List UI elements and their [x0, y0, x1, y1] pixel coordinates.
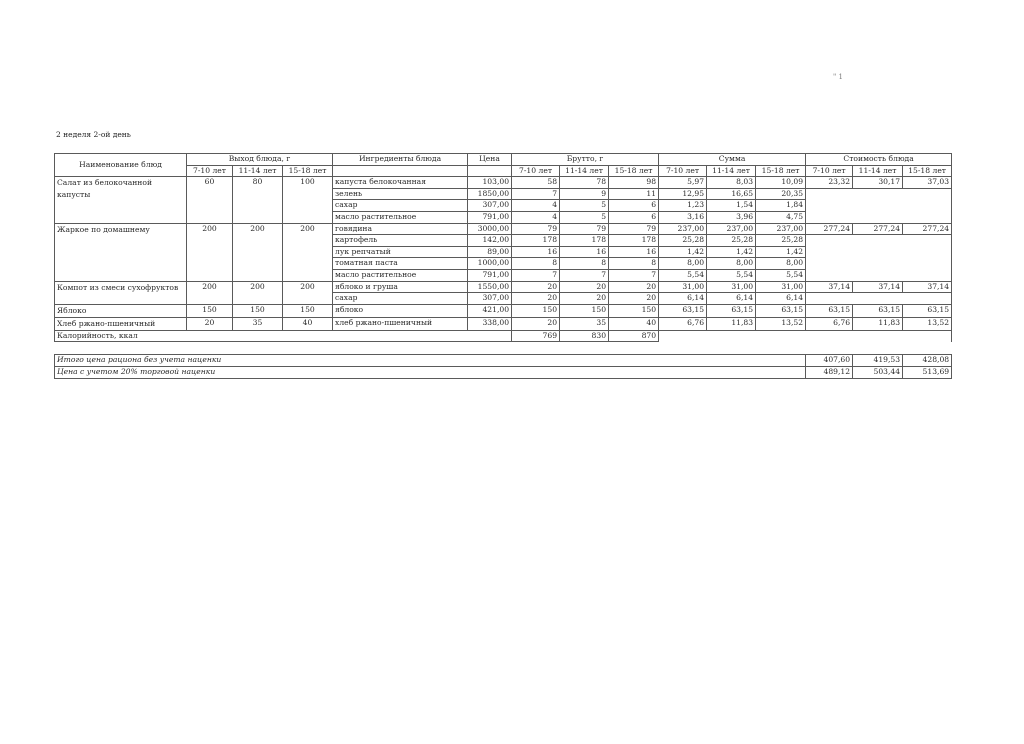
brutto-value: 7: [560, 269, 609, 281]
output-value: 60: [187, 177, 233, 223]
header-age: 11-14 лет: [853, 165, 903, 177]
table-row: [55, 223, 952, 235]
dish-name: Салат из белокочанной капусты: [55, 177, 187, 223]
table-row: [55, 281, 952, 293]
total-value: 489,12: [806, 366, 853, 378]
sum-value: 6,14: [707, 293, 756, 305]
ingredient-price: 1550,00: [468, 281, 512, 293]
calories-value: 769: [512, 330, 560, 342]
brutto-value: 4: [512, 211, 560, 223]
table-body: [55, 177, 952, 331]
sum-value: 1,42: [756, 246, 806, 258]
brutto-value: 7: [512, 188, 560, 200]
cost-value: 37,14: [853, 281, 903, 293]
ingredient-price: 307,00: [468, 293, 512, 305]
header-empty: [333, 165, 468, 177]
header-sum: Сумма: [659, 154, 806, 166]
ingredient-price: 421,00: [468, 304, 512, 317]
brutto-value: 4: [512, 200, 560, 212]
output-value: 200: [233, 281, 283, 304]
cost-value: 63,15: [853, 304, 903, 317]
output-value: 100: [283, 177, 333, 223]
total-label: Цена с учетом 20% торговой наценки: [55, 366, 806, 378]
ingredient-price: 1850,00: [468, 188, 512, 200]
brutto-value: 35: [560, 317, 609, 330]
cost-value: 277,24: [903, 223, 952, 235]
total-value: 407,60: [806, 355, 853, 367]
output-value: 35: [233, 317, 283, 330]
brutto-value: 8: [512, 258, 560, 270]
dish-name: Хлеб ржано-пшеничный: [55, 317, 187, 330]
sum-value: 12,95: [659, 188, 707, 200]
brutto-value: 9: [560, 188, 609, 200]
ingredient-name: картофель: [333, 235, 468, 247]
header-age: 7-10 лет: [512, 165, 560, 177]
calories-row: [55, 330, 952, 342]
ingredient-name: яблоко: [333, 304, 468, 317]
cost-value: 11,83: [853, 317, 903, 330]
brutto-value: 7: [609, 269, 659, 281]
output-value: 80: [233, 177, 283, 223]
sum-value: 6,76: [659, 317, 707, 330]
ingredient-name: томатная паста: [333, 258, 468, 270]
header-ingredients: Ингредиенты блюда: [333, 154, 468, 166]
header-age: 7-10 лет: [806, 165, 853, 177]
brutto-value: 178: [560, 235, 609, 247]
day-title: 2 неделя 2-ой день: [56, 130, 131, 139]
page-mark: " 1: [833, 73, 843, 81]
header-age: 11-14 лет: [707, 165, 756, 177]
cost-value: 37,03: [903, 177, 952, 189]
sum-value: 3,16: [659, 211, 707, 223]
sum-value: 8,00: [707, 258, 756, 270]
brutto-value: 79: [560, 223, 609, 235]
cost-empty: [806, 188, 952, 223]
brutto-value: 20: [512, 317, 560, 330]
sum-value: 5,54: [756, 269, 806, 281]
sum-value: 10,09: [756, 177, 806, 189]
brutto-value: 20: [512, 293, 560, 305]
calories-label: Калорийность, ккал: [55, 330, 512, 342]
ingredient-price: 307,00: [468, 200, 512, 212]
output-value: 200: [187, 281, 233, 304]
sum-value: 31,00: [756, 281, 806, 293]
sum-value: 16,65: [707, 188, 756, 200]
spacer-row: [55, 342, 952, 355]
brutto-value: 8: [609, 258, 659, 270]
sum-value: 5,54: [707, 269, 756, 281]
total-row: [55, 355, 952, 367]
ingredient-name: зелень: [333, 188, 468, 200]
sum-value: 8,03: [707, 177, 756, 189]
sum-value: 25,28: [756, 235, 806, 247]
sum-value: 11,83: [707, 317, 756, 330]
sum-value: 1,42: [659, 246, 707, 258]
sum-value: 13,52: [756, 317, 806, 330]
total-value: 503,44: [853, 366, 903, 378]
brutto-value: 178: [609, 235, 659, 247]
cost-value: 13,52: [903, 317, 952, 330]
ingredient-price: 3000,00: [468, 223, 512, 235]
output-value: 150: [233, 304, 283, 317]
menu-table: [54, 153, 952, 379]
output-value: 20: [187, 317, 233, 330]
brutto-value: 16: [560, 246, 609, 258]
header-dish: Наименование блюд: [55, 154, 187, 177]
sum-value: 63,15: [707, 304, 756, 317]
ingredient-price: 89,00: [468, 246, 512, 258]
header-price: Цена: [468, 154, 512, 166]
ingredient-name: говядина: [333, 223, 468, 235]
brutto-value: 20: [560, 293, 609, 305]
ingredient-name: сахар: [333, 200, 468, 212]
header-age: 15-18 лет: [283, 165, 333, 177]
brutto-value: 58: [512, 177, 560, 189]
header-age: 15-18 лет: [903, 165, 952, 177]
sum-value: 1,54: [707, 200, 756, 212]
cost-value: 23,32: [806, 177, 853, 189]
cost-value: 6,76: [806, 317, 853, 330]
brutto-value: 20: [609, 281, 659, 293]
table-row: [55, 177, 952, 189]
ingredient-name: яблоко и груша: [333, 281, 468, 293]
brutto-value: 5: [560, 211, 609, 223]
output-value: 200: [187, 223, 233, 281]
cost-value: 63,15: [903, 304, 952, 317]
brutto-value: 5: [560, 200, 609, 212]
cost-value: 30,17: [853, 177, 903, 189]
header-age: 7-10 лет: [659, 165, 707, 177]
output-value: 200: [283, 281, 333, 304]
calories-value: 870: [609, 330, 659, 342]
ingredient-name: лук репчатый: [333, 246, 468, 258]
ingredient-price: 791,00: [468, 269, 512, 281]
total-value: 513,69: [903, 366, 952, 378]
dish-name: Жаркое по домашнему: [55, 223, 187, 281]
header-age: 15-18 лет: [756, 165, 806, 177]
sum-value: 6,14: [659, 293, 707, 305]
table-footer: [55, 330, 952, 378]
brutto-value: 8: [560, 258, 609, 270]
sum-value: 237,00: [756, 223, 806, 235]
ingredient-price: 1000,00: [468, 258, 512, 270]
ingredient-name: масло растительное: [333, 269, 468, 281]
header-empty: [468, 165, 512, 177]
header-age: 11-14 лет: [233, 165, 283, 177]
ingredient-name: масло растительное: [333, 211, 468, 223]
ingredient-price: 142,00: [468, 235, 512, 247]
cost-value: 37,14: [903, 281, 952, 293]
header-age: 15-18 лет: [609, 165, 659, 177]
total-value: 419,53: [853, 355, 903, 367]
ingredient-name: хлеб ржано-пшеничный: [333, 317, 468, 330]
brutto-value: 40: [609, 317, 659, 330]
sum-value: 237,00: [707, 223, 756, 235]
brutto-value: 150: [609, 304, 659, 317]
table-row: [55, 304, 952, 317]
brutto-value: 20: [609, 293, 659, 305]
brutto-value: 150: [560, 304, 609, 317]
cost-value: 63,15: [806, 304, 853, 317]
header-output: Выход блюда, г: [187, 154, 333, 166]
calories-value: 830: [560, 330, 609, 342]
sum-value: 1,84: [756, 200, 806, 212]
ingredient-name: капуста белокочанная: [333, 177, 468, 189]
ingredient-price: 338,00: [468, 317, 512, 330]
sum-value: 5,97: [659, 177, 707, 189]
sum-value: 8,00: [756, 258, 806, 270]
table-row: [55, 317, 952, 330]
sum-value: 31,00: [707, 281, 756, 293]
sum-value: 25,28: [707, 235, 756, 247]
sum-value: 237,00: [659, 223, 707, 235]
cost-value: 277,24: [853, 223, 903, 235]
sum-value: 31,00: [659, 281, 707, 293]
brutto-value: 6: [609, 200, 659, 212]
dish-name: Компот из смеси сухофруктов: [55, 281, 187, 304]
total-row: [55, 366, 952, 378]
brutto-value: 78: [560, 177, 609, 189]
sum-value: 5,54: [659, 269, 707, 281]
total-value: 428,08: [903, 355, 952, 367]
brutto-value: 79: [609, 223, 659, 235]
brutto-value: 20: [512, 281, 560, 293]
brutto-value: 79: [512, 223, 560, 235]
brutto-value: 16: [609, 246, 659, 258]
sum-value: 63,15: [756, 304, 806, 317]
total-label: Итого цена рациона без учета наценки: [55, 355, 806, 367]
ingredient-price: 103,00: [468, 177, 512, 189]
cost-value: 277,24: [806, 223, 853, 235]
sum-value: 63,15: [659, 304, 707, 317]
calories-empty: [659, 330, 952, 342]
brutto-value: 16: [512, 246, 560, 258]
output-value: 200: [283, 223, 333, 281]
output-value: 150: [187, 304, 233, 317]
brutto-value: 178: [512, 235, 560, 247]
sum-value: 25,28: [659, 235, 707, 247]
sum-value: 4,75: [756, 211, 806, 223]
sum-value: 20,35: [756, 188, 806, 200]
output-value: 40: [283, 317, 333, 330]
brutto-value: 7: [512, 269, 560, 281]
ingredient-name: сахар: [333, 293, 468, 305]
ingredient-price: 791,00: [468, 211, 512, 223]
output-value: 150: [283, 304, 333, 317]
header-cost: Стоимость блюда: [806, 154, 952, 166]
brutto-value: 98: [609, 177, 659, 189]
header-age: 7-10 лет: [187, 165, 233, 177]
brutto-value: 20: [560, 281, 609, 293]
sum-value: 3,96: [707, 211, 756, 223]
brutto-value: 6: [609, 211, 659, 223]
dish-name: Яблоко: [55, 304, 187, 317]
sum-value: 1,42: [707, 246, 756, 258]
sum-value: 8,00: [659, 258, 707, 270]
brutto-value: 11: [609, 188, 659, 200]
cost-empty: [806, 293, 952, 305]
output-value: 200: [233, 223, 283, 281]
cost-value: 37,14: [806, 281, 853, 293]
table-header: [55, 154, 952, 177]
sum-value: 6,14: [756, 293, 806, 305]
header-brutto: Брутто, г: [512, 154, 659, 166]
cost-empty: [806, 235, 952, 281]
header-age: 11-14 лет: [560, 165, 609, 177]
sum-value: 1,23: [659, 200, 707, 212]
brutto-value: 150: [512, 304, 560, 317]
